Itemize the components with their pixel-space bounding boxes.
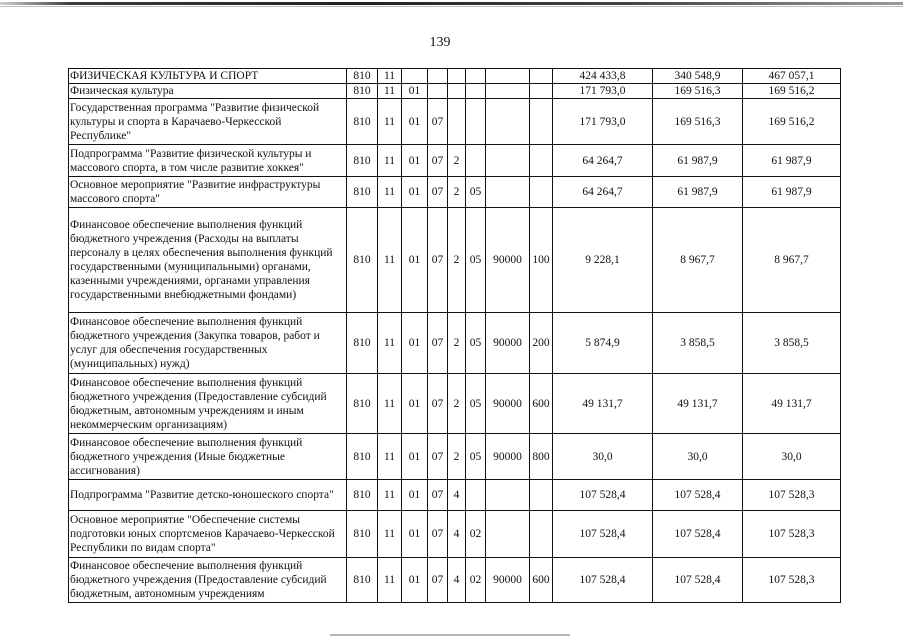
row-name: Финансовое обеспечение выполнения функций бюджетного учреждения (Предоставление субсидий бюджетным, автономным учреждениям и иным некоммерческим организациям) (69, 374, 347, 434)
expense-type-code (530, 84, 553, 99)
gr-code: 810 (347, 99, 378, 145)
amount-year3: 49 131,7 (743, 374, 841, 434)
gr-code: 810 (347, 480, 378, 511)
program-code: 07 (428, 558, 448, 603)
scan-edge-top (0, 2, 903, 5)
expense-type-code (530, 511, 553, 558)
expense-type-code: 600 (530, 374, 553, 434)
row-name: Финансовое обеспечение выполнения функций бюджетного учреждения (Предоставление субсидий бюджетным, автономным учреждениям (69, 558, 347, 603)
amount-year2: 49 131,7 (653, 374, 743, 434)
rz-code: 11 (378, 434, 402, 480)
event-code: 02 (466, 511, 486, 558)
amount-year1: 171 793,0 (553, 84, 653, 99)
amount-year1: 424 433,8 (553, 69, 653, 84)
budget-table-body (69, 69, 841, 603)
amount-year2: 107 528,4 (653, 480, 743, 511)
direction-code (486, 145, 530, 177)
table-row (69, 374, 841, 434)
amount-year2: 169 516,3 (653, 84, 743, 99)
amount-year1: 107 528,4 (553, 480, 653, 511)
gr-code: 810 (347, 434, 378, 480)
subprogram-code: 4 (448, 480, 466, 511)
row-name: Финансовое обеспечение выполнения функций бюджетного учреждения (Закупка товаров, работ и услуг для обеспечения государственных (муниципальных) нужд) (69, 313, 347, 374)
table-row (69, 511, 841, 558)
event-code: 05 (466, 434, 486, 480)
program-code: 07 (428, 434, 448, 480)
table-row (69, 558, 841, 603)
subprogram-code: 2 (448, 313, 466, 374)
expense-type-code: 200 (530, 313, 553, 374)
amount-year2: 107 528,4 (653, 511, 743, 558)
pr-code: 01 (402, 374, 428, 434)
program-code: 07 (428, 208, 448, 313)
direction-code (486, 99, 530, 145)
row-name: Финансовое обеспечение выполнения функций бюджетного учреждения (Иные бюджетные ассигнования) (69, 434, 347, 480)
gr-code: 810 (347, 69, 378, 84)
amount-year3: 107 528,3 (743, 558, 841, 603)
gr-code: 810 (347, 511, 378, 558)
gr-code: 810 (347, 208, 378, 313)
gr-code: 810 (347, 177, 378, 208)
amount-year3: 169 516,2 (743, 84, 841, 99)
event-code: 05 (466, 313, 486, 374)
table-row (69, 480, 841, 511)
amount-year1: 49 131,7 (553, 374, 653, 434)
direction-code: 90000 (486, 313, 530, 374)
gr-code: 810 (347, 145, 378, 177)
event-code: 05 (466, 177, 486, 208)
row-name: Подпрограмма "Развитие физической культуры и массового спорта, в том числе развитие хоккея" (69, 145, 347, 177)
amount-year3: 169 516,2 (743, 99, 841, 145)
scan-edge-top-thin (0, 6, 903, 7)
amount-year1: 171 793,0 (553, 99, 653, 145)
event-code (466, 145, 486, 177)
amount-year2: 30,0 (653, 434, 743, 480)
pr-code: 01 (402, 208, 428, 313)
expense-type-code: 600 (530, 558, 553, 603)
rz-code: 11 (378, 558, 402, 603)
expense-type-code (530, 99, 553, 145)
pr-code: 01 (402, 99, 428, 145)
table-row (69, 84, 841, 99)
event-code (466, 480, 486, 511)
amount-year3: 30,0 (743, 434, 841, 480)
subprogram-code: 2 (448, 208, 466, 313)
expense-type-code: 100 (530, 208, 553, 313)
amount-year2: 107 528,4 (653, 558, 743, 603)
subprogram-code (448, 84, 466, 99)
subprogram-code (448, 69, 466, 84)
amount-year3: 107 528,3 (743, 480, 841, 511)
row-name: Основное мероприятие "Обеспечение системы подготовки юных спортсменов Карачаево-Черкесской Республики по видам спорта" (69, 511, 347, 558)
event-code: 05 (466, 208, 486, 313)
rz-code: 11 (378, 177, 402, 208)
amount-year1: 64 264,7 (553, 177, 653, 208)
program-code (428, 84, 448, 99)
pr-code: 01 (402, 313, 428, 374)
amount-year2: 61 987,9 (653, 177, 743, 208)
gr-code: 810 (347, 84, 378, 99)
event-code (466, 69, 486, 84)
amount-year1: 64 264,7 (553, 145, 653, 177)
rz-code: 11 (378, 208, 402, 313)
program-code (428, 69, 448, 84)
program-code: 07 (428, 511, 448, 558)
table-row (69, 69, 841, 84)
amount-year1: 107 528,4 (553, 511, 653, 558)
event-code: 05 (466, 374, 486, 434)
pr-code: 01 (402, 558, 428, 603)
budget-table (68, 68, 841, 603)
table-row (69, 177, 841, 208)
direction-code: 90000 (486, 558, 530, 603)
gr-code: 810 (347, 374, 378, 434)
subprogram-code: 4 (448, 511, 466, 558)
rz-code: 11 (378, 145, 402, 177)
row-name: Основное мероприятие "Развитие инфраструктуры массового спорта" (69, 177, 347, 208)
row-name: Физическая культура (69, 84, 347, 99)
expense-type-code: 800 (530, 434, 553, 480)
amount-year3: 107 528,3 (743, 511, 841, 558)
program-code: 07 (428, 313, 448, 374)
subprogram-code: 4 (448, 558, 466, 603)
amount-year3: 61 987,9 (743, 145, 841, 177)
subprogram-code: 2 (448, 434, 466, 480)
program-code: 07 (428, 177, 448, 208)
amount-year3: 61 987,9 (743, 177, 841, 208)
expense-type-code (530, 69, 553, 84)
amount-year1: 30,0 (553, 434, 653, 480)
amount-year1: 5 874,9 (553, 313, 653, 374)
direction-code: 90000 (486, 208, 530, 313)
table-row (69, 99, 841, 145)
gr-code: 810 (347, 558, 378, 603)
amount-year2: 61 987,9 (653, 145, 743, 177)
program-code: 07 (428, 99, 448, 145)
rz-code: 11 (378, 511, 402, 558)
direction-code (486, 480, 530, 511)
amount-year2: 340 548,9 (653, 69, 743, 84)
direction-code: 90000 (486, 434, 530, 480)
amount-year3: 3 858,5 (743, 313, 841, 374)
row-name: ФИЗИЧЕСКАЯ КУЛЬТУРА И СПОРТ (69, 69, 347, 84)
table-row (69, 313, 841, 374)
event-code (466, 99, 486, 145)
amount-year2: 8 967,7 (653, 208, 743, 313)
page-number: 139 (429, 35, 451, 50)
table-row (69, 208, 841, 313)
row-name: Подпрограмма "Развитие детско-юношеского спорта" (69, 480, 347, 511)
subprogram-code: 2 (448, 145, 466, 177)
direction-code (486, 511, 530, 558)
rz-code: 11 (378, 69, 402, 84)
event-code: 02 (466, 558, 486, 603)
subprogram-code (448, 99, 466, 145)
rz-code: 11 (378, 374, 402, 434)
row-name: Финансовое обеспечение выполнения функций бюджетного учреждения (Расходы на выплаты персоналу в целях обеспечения выполнения функций государственными (муниципальными) органами, казенными учреждениями, органами управления государственными внебюджетными фондами) (69, 208, 347, 313)
amount-year3: 467 057,1 (743, 69, 841, 84)
amount-year2: 169 516,3 (653, 99, 743, 145)
amount-year2: 3 858,5 (653, 313, 743, 374)
direction-code (486, 69, 530, 84)
gr-code: 810 (347, 313, 378, 374)
expense-type-code (530, 480, 553, 511)
row-name: Государственная программа "Развитие физической культуры и спорта в Карачаево-Черкесской Республике" (69, 99, 347, 145)
amount-year1: 107 528,4 (553, 558, 653, 603)
program-code: 07 (428, 374, 448, 434)
scan-edge-bottom (330, 634, 570, 636)
pr-code: 01 (402, 511, 428, 558)
subprogram-code: 2 (448, 374, 466, 434)
expense-type-code (530, 145, 553, 177)
direction-code (486, 84, 530, 99)
event-code (466, 84, 486, 99)
pr-code: 01 (402, 84, 428, 99)
table-row (69, 145, 841, 177)
pr-code (402, 69, 428, 84)
pr-code: 01 (402, 177, 428, 208)
pr-code: 01 (402, 480, 428, 511)
table-row (69, 434, 841, 480)
expense-type-code (530, 177, 553, 208)
amount-year1: 9 228,1 (553, 208, 653, 313)
rz-code: 11 (378, 480, 402, 511)
amount-year3: 8 967,7 (743, 208, 841, 313)
rz-code: 11 (378, 99, 402, 145)
direction-code: 90000 (486, 374, 530, 434)
rz-code: 11 (378, 84, 402, 99)
pr-code: 01 (402, 145, 428, 177)
direction-code (486, 177, 530, 208)
rz-code: 11 (378, 313, 402, 374)
pr-code: 01 (402, 434, 428, 480)
program-code: 07 (428, 480, 448, 511)
subprogram-code: 2 (448, 177, 466, 208)
program-code: 07 (428, 145, 448, 177)
